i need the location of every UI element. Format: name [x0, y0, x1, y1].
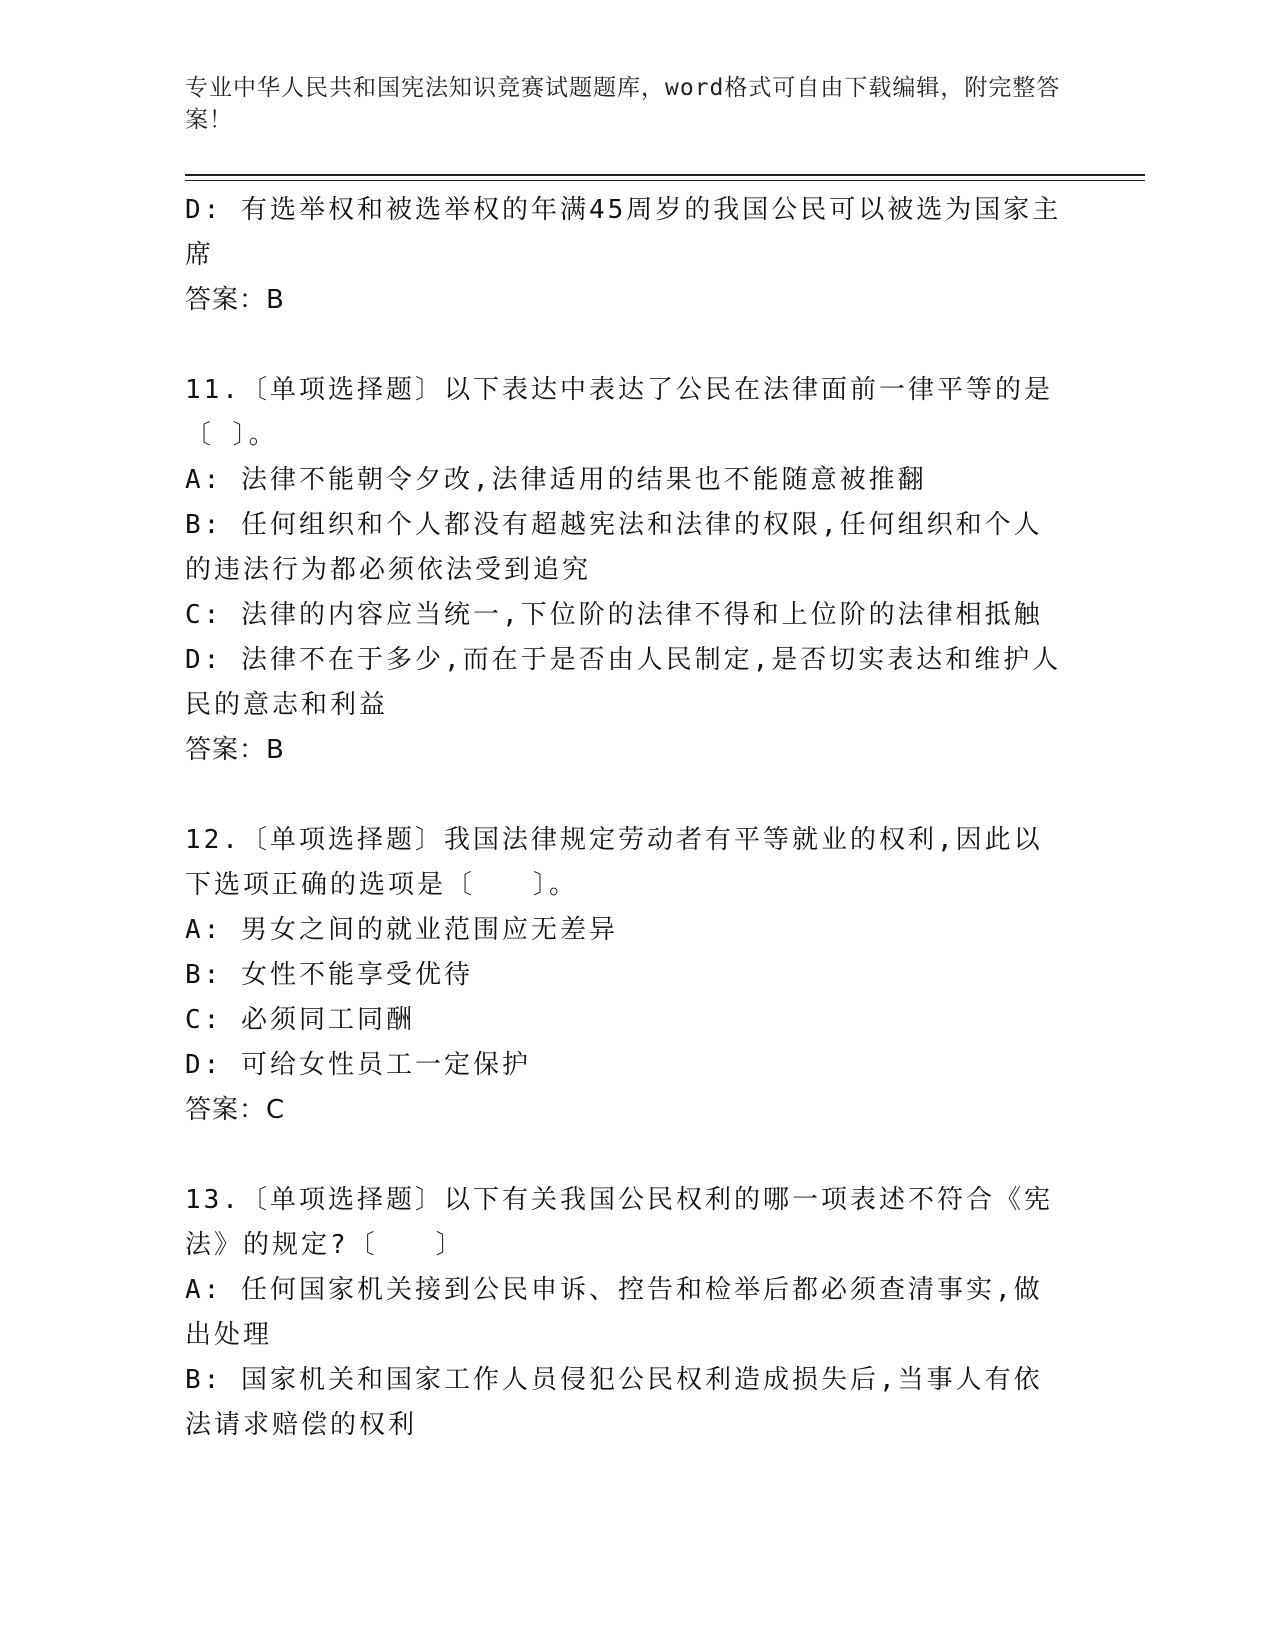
- spacer: [185, 1133, 1065, 1178]
- question-13: [185, 1178, 1065, 1448]
- option-c: C: 必须同工同酬: [185, 1005, 415, 1035]
- option-d: D: 可给女性员工一定保护: [185, 1050, 531, 1080]
- option-b: B: 女性不能享受优待: [185, 960, 473, 990]
- document-header: 专业中华人民共和国宪法知识竞赛试题题库，word格式可自由下载编辑，附完整答案！: [185, 75, 1061, 133]
- spacer: [185, 773, 1065, 818]
- option-a: A: 法律不能朝令夕改,法律适用的结果也不能随意被推翻: [185, 465, 927, 495]
- question-stem: 11.〔单项选择题〕以下表达中表达了公民在法律面前一律平等的是〔 〕。: [185, 375, 1053, 450]
- answer: 答案：C: [185, 1095, 286, 1125]
- option-b: B: 国家机关和国家工作人员侵犯公民权利造成损失后,当事人有依法请求赔偿的权利: [185, 1365, 1043, 1440]
- document-body: [185, 188, 1065, 1448]
- prev-answer: 答案：B: [185, 285, 285, 315]
- question-stem: 13.〔单项选择题〕以下有关我国公民权利的哪一项表述不符合《宪法》的规定?〔 〕: [185, 1185, 1053, 1260]
- answer: 答案：B: [185, 735, 285, 765]
- question-11: [185, 368, 1065, 773]
- header-rule-thin: [185, 180, 1145, 181]
- option-a: A: 任何国家机关接到公民申诉、控告和检举后都必须查清事实,做出处理: [185, 1275, 1043, 1350]
- option-d: D: 法律不在于多少,而在于是否由人民制定,是否切实表达和维护人民的意志和利益: [185, 645, 1062, 720]
- option-c: C: 法律的内容应当统一,下位阶的法律不得和上位阶的法律相抵触: [185, 600, 1043, 630]
- question-12: [185, 818, 1065, 1133]
- option-b: B: 任何组织和个人都没有超越宪法和法律的权限,任何组织和个人的违法行为都必须依法受到追究: [185, 510, 1043, 585]
- header-rule-thick: [185, 174, 1145, 176]
- option-a: A: 男女之间的就业范围应无差异: [185, 915, 618, 945]
- spacer: [185, 323, 1065, 368]
- question-stem: 12.〔单项选择题〕我国法律规定劳动者有平等就业的权利,因此以下选项正确的选项是〔 〕。: [185, 825, 1043, 900]
- prev-option-d: D: 有选举权和被选举权的年满45周岁的我国公民可以被选为国家主席: [185, 195, 1062, 270]
